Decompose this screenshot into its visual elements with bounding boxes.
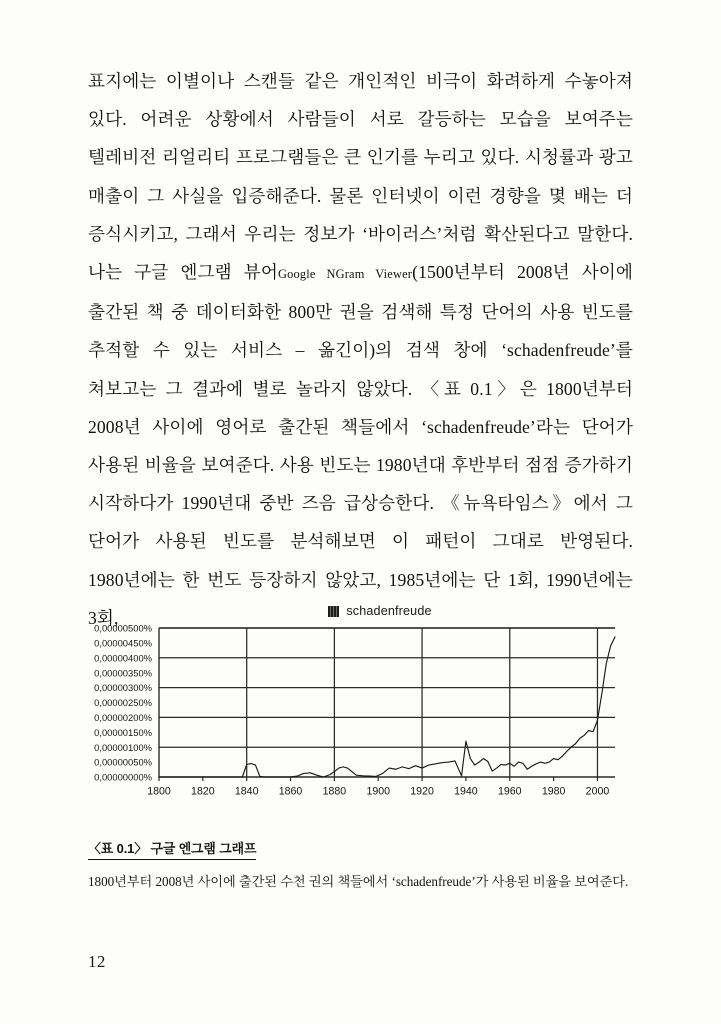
chart-plot-area [60, 622, 660, 812]
page-number: 12 [88, 952, 106, 971]
y-axis-tick-label: 0,00000350% [94, 667, 152, 679]
y-axis-tick-label: 0,00000150% [94, 726, 152, 738]
y-axis-tick-label: 0,00000400% [94, 652, 152, 664]
paragraph-part-one: 표지에는 이별이나 스캔들 같은 개인적인 비극이 화려하게 수놓아져 있다. 어려운 상황에서 사람들이 서로 갈등하는 모습을 보여주는 텔레비전 리얼리티 프로그램들은 큰 인기를 누리고 있다. 시청률과 광고 매출이 그 사실을 입증해준다. 물론 인터넷이 이런 경향을 몇 배는 더 증식시키고, 그래서 우리는 정보가 ‘바이러스’처럼 확산된다고 말한다. 나는 구글 엔그램 뷰어 [88, 71, 633, 283]
inline-gloss-ngram-viewer: Google NGram Viewer [277, 267, 413, 282]
x-axis-tick-label: 1900 [366, 785, 391, 798]
legend-swatch-icon [328, 606, 339, 617]
x-axis-tick-label: 1940 [454, 785, 478, 798]
paragraph-part-two: (1500년부터 2008년 사이에 출간된 책 중 데이터화한 800만 권을 검색해 특정 단어의 사용 빈도를 추적할 수 있는 서비스 – 옮긴이)의 검색 창에 ‘schadenfreude’를 쳐보고는 그 결과에 별로 놀라지 않았다. 〈표 0.1〉은 1800년부터 2008년 사이에 영어로 출간된 책들에서 ‘schadenfreude’라는 단어가 사용된 비율을 보여준다. 사용 빈도는 1980년대 후반부터 점점 증가하기 시작하다가 1990년대 중반 즈음 급상승한다. 《뉴욕타임스》에서 그 단어가 사용된 빈도를 분석해보면 이 패턴이 그대로 반영된다. 1980년에는 한 번도 등장하지 않았고, 1985년에는 단 1회, 1990년에는 3회, [88, 262, 633, 628]
y-axis-tick-label: 0,00000050% [94, 756, 152, 768]
caption-title: 〈표 0.1〉 구글 엔그램 그래프 [88, 838, 256, 860]
y-axis-tick-label: 0,00000200% [94, 712, 152, 723]
figure-ngram-chart [60, 600, 660, 812]
chart-legend [100, 600, 660, 622]
x-axis-tick-label: 1880 [322, 785, 347, 798]
y-axis-tick-label: 0,00000450% [94, 637, 152, 649]
x-axis-tick-label: 2000 [585, 785, 610, 798]
caption-body: 1800년부터 2008년 사이에 출간된 수천 권의 책들에서 ‘schadenfreude’가 사용된 비율을 보여준다. [88, 874, 629, 889]
x-axis-tick-label: 1980 [541, 785, 566, 798]
figure-caption [88, 838, 648, 891]
y-axis-tick-label: 0,00000300% [94, 682, 152, 694]
x-axis-tick-label: 1920 [410, 785, 434, 798]
y-axis-tick-label: 0,00000250% [94, 697, 152, 709]
x-axis-tick-label: 1820 [191, 785, 215, 798]
x-axis-tick-label: 1860 [278, 785, 303, 798]
x-axis-tick-label: 1840 [234, 785, 259, 798]
body-text-block [88, 62, 633, 637]
main-paragraph [88, 62, 633, 637]
y-axis-tick-label: 0,00000000% [94, 771, 152, 783]
y-axis-tick-label: 0,00000100% [94, 741, 152, 753]
x-axis-tick-label: 1960 [497, 785, 522, 798]
y-axis-tick-label: 0,00000500% [94, 622, 152, 634]
line-chart-svg [60, 622, 660, 812]
legend-label-schadenfreude: schadenfreude [346, 604, 432, 618]
x-axis-tick-label: 1800 [147, 785, 171, 798]
